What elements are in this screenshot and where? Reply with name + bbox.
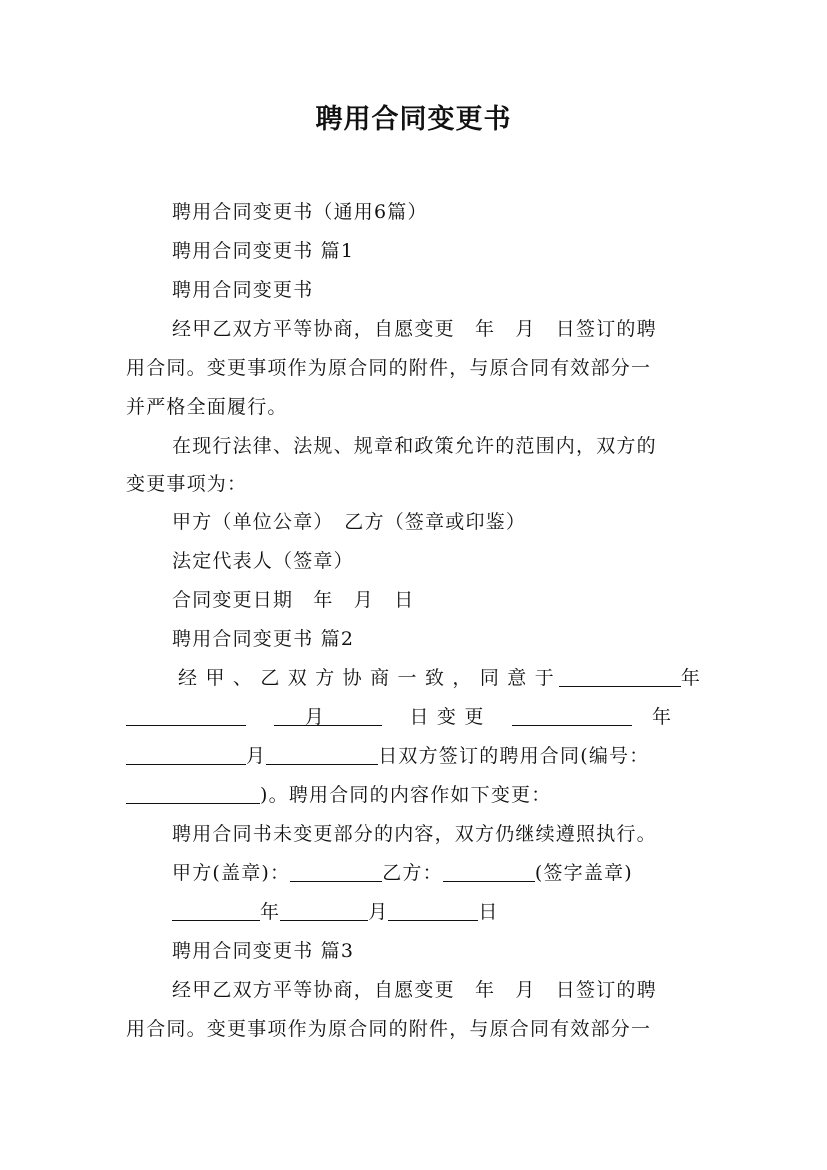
blank-field	[559, 666, 681, 687]
document-title: 聘用合同变更书	[315, 104, 512, 135]
paragraph-line	[178, 664, 701, 692]
blank-field	[388, 900, 478, 921]
text-fragment: 日 变 更	[409, 706, 485, 728]
paragraph-line: 并严格全面履行。	[126, 396, 288, 418]
paragraph-line: 经甲乙双方平等协商，自愿变更 年 月 日签订的聘	[172, 318, 657, 340]
signature-line: 甲方（单位公章） 乙方（签章或印鉴）	[172, 511, 527, 533]
text-fragment: 月	[246, 745, 267, 767]
text-fragment: 乙方：	[382, 862, 443, 884]
blank-field	[290, 861, 382, 882]
blank-field	[126, 783, 260, 804]
paragraph-line: 经甲乙双方平等协商，自愿变更 年 月 日签订的聘	[172, 979, 657, 1001]
section-heading-1: 聘用合同变更书 篇1	[172, 240, 355, 262]
paragraph-line: 在现行法律、法规、规章和政策允许的范围内，双方的	[172, 435, 657, 457]
blank-field	[512, 705, 632, 726]
date-line	[172, 898, 499, 926]
blank-field	[274, 705, 382, 726]
signature-line	[172, 859, 633, 887]
date-line: 合同变更日期 年 月 日	[172, 589, 415, 611]
signature-line: 法定代表人（签章）	[172, 550, 354, 572]
text-fragment: 经 甲 、 乙 双 方 协 商 一 致 ， 同 意 于	[178, 667, 555, 689]
text-fragment: 日双方签订的聘用合同(编号：	[378, 745, 650, 767]
blank-field	[280, 900, 368, 921]
blank-field	[443, 861, 535, 882]
section-heading-3: 聘用合同变更书 篇3	[172, 940, 355, 962]
text-fragment: 月	[304, 706, 326, 728]
paragraph-line	[126, 781, 551, 809]
text-fragment: )。聘用合同的内容作如下变更：	[260, 784, 552, 806]
text-fragment: 月	[368, 901, 389, 923]
paragraph-line: 用合同。变更事项作为原合同的附件，与原合同有效部分一	[126, 1018, 652, 1040]
blank-field	[172, 900, 260, 921]
paragraph-line	[126, 703, 706, 731]
paragraph-line: 用合同。变更事项作为原合同的附件，与原合同有效部分一	[126, 357, 652, 379]
text-fragment: 日	[478, 901, 499, 923]
text-fragment: (签字盖章)	[534, 862, 633, 884]
text-fragment: 年	[652, 706, 673, 728]
text-fragment: 甲方(盖章)：	[172, 862, 291, 884]
blank-field	[126, 705, 246, 726]
text-fragment: 年	[680, 667, 702, 689]
paragraph-line	[126, 742, 649, 770]
text-fragment: 年	[260, 901, 281, 923]
paragraph-line: 聘用合同书未变更部分的内容，双方仍继续遵照执行。	[172, 823, 657, 845]
paragraph-line: 变更事项为：	[126, 473, 248, 495]
blank-field	[266, 744, 378, 765]
subtitle-line: 聘用合同变更书（通用6篇）	[172, 201, 428, 223]
blank-field	[126, 744, 246, 765]
section-heading-2: 聘用合同变更书 篇2	[172, 628, 355, 650]
paragraph-line: 聘用合同变更书	[172, 279, 314, 301]
